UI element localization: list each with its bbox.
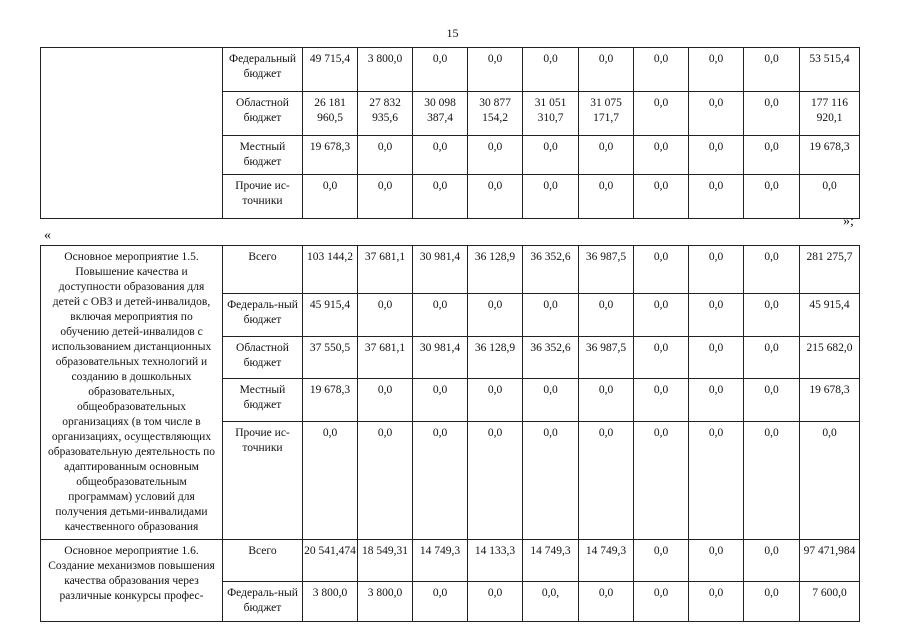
value-cell: 0,0 (358, 293, 413, 336)
value-cell: 0,0 (689, 293, 744, 336)
table-row (41, 48, 860, 92)
value-cell: 3 800,0 (303, 582, 358, 622)
value-cell: 14 749,3 (413, 540, 468, 582)
value-cell: 14 133,3 (468, 540, 523, 582)
value-cell: 19 678,3 (800, 136, 860, 175)
value-cell: 3 800,0 (358, 48, 413, 92)
value-cell: 0,0 (358, 379, 413, 422)
funding-source-cell: Прочие ис-точники (223, 421, 303, 539)
value-cell: 19 678,3 (800, 379, 860, 422)
value-cell: 7 600,0 (800, 582, 860, 622)
value-cell: 30 981,4 (413, 336, 468, 379)
value-cell: 0,0 (468, 175, 523, 219)
value-cell: 31 075 171,7 (579, 92, 634, 136)
value-cell: 0,0 (634, 582, 689, 622)
value-cell: 0,0 (689, 336, 744, 379)
value-cell: 0,0 (634, 246, 689, 294)
value-cell: 0,0 (744, 582, 800, 622)
value-cell: 36 352,6 (523, 246, 579, 294)
value-cell: 0,0 (468, 421, 523, 539)
value-cell: 0,0 (413, 379, 468, 422)
measure-description-cell: Основное мероприятие 1.6. Создание механизмов повышения качества образования через различные конкурсы профес- (41, 540, 223, 622)
value-cell: 0,0 (523, 175, 579, 219)
funding-source-cell: Местный бюджет (223, 379, 303, 422)
value-cell: 36 987,5 (579, 336, 634, 379)
value-cell: 0,0 (358, 175, 413, 219)
value-cell: 0,0 (579, 293, 634, 336)
value-cell: 0,0 (523, 421, 579, 539)
value-cell: 0,0 (358, 421, 413, 539)
value-cell: 0,0 (689, 379, 744, 422)
value-cell: 20 541,474 (303, 540, 358, 582)
value-cell: 0,0 (634, 540, 689, 582)
value-cell: 45 915,4 (303, 293, 358, 336)
value-cell: 0,0 (744, 293, 800, 336)
value-cell: 0,0 (689, 136, 744, 175)
opening-quote: « (44, 228, 51, 243)
value-cell: 0,0 (358, 136, 413, 175)
value-cell: 0,0 (744, 421, 800, 539)
value-cell: 0,0 (523, 48, 579, 92)
value-cell: 0,0 (744, 246, 800, 294)
value-cell: 0,0 (634, 92, 689, 136)
value-cell: 0,0 (468, 379, 523, 422)
measure-description-cell (41, 48, 223, 219)
value-cell: 281 275,7 (800, 246, 860, 294)
value-cell: 0,0 (579, 136, 634, 175)
value-cell: 0,0 (468, 293, 523, 336)
value-cell: 0,0 (413, 48, 468, 92)
value-cell: 36 128,9 (468, 246, 523, 294)
value-cell: 0,0 (689, 582, 744, 622)
value-cell: 27 832 935,6 (358, 92, 413, 136)
value-cell: 177 116 920,1 (800, 92, 860, 136)
value-cell: 14 749,3 (523, 540, 579, 582)
funding-source-cell: Всего (223, 540, 303, 582)
funding-source-cell: Областной бюджет (223, 336, 303, 379)
value-cell: 19 678,3 (303, 379, 358, 422)
value-cell: 36 987,5 (579, 246, 634, 294)
value-cell: 30 981,4 (413, 246, 468, 294)
value-cell: 0,0 (413, 175, 468, 219)
value-cell: 0,0 (634, 336, 689, 379)
budget-table-measures (40, 245, 860, 622)
funding-source-cell: Федераль-ный бюджет (223, 293, 303, 336)
value-cell: 0,0 (744, 336, 800, 379)
value-cell: 0,0, (523, 582, 579, 622)
value-cell: 0,0 (579, 379, 634, 422)
value-cell: 0,0 (634, 136, 689, 175)
value-cell: 0,0 (689, 92, 744, 136)
value-cell: 0,0 (468, 582, 523, 622)
value-cell: 0,0 (523, 379, 579, 422)
value-cell: 37 550,5 (303, 336, 358, 379)
value-cell: 19 678,3 (303, 136, 358, 175)
value-cell: 31 051 310,7 (523, 92, 579, 136)
value-cell: 0,0 (689, 175, 744, 219)
value-cell: 0,0 (634, 175, 689, 219)
value-cell: 3 800,0 (358, 582, 413, 622)
value-cell: 36 128,9 (468, 336, 523, 379)
value-cell: 0,0 (523, 136, 579, 175)
value-cell: 0,0 (468, 48, 523, 92)
value-cell: 0,0 (634, 48, 689, 92)
value-cell: 0,0 (303, 421, 358, 539)
value-cell: 0,0 (800, 175, 860, 219)
value-cell: 0,0 (744, 379, 800, 422)
value-cell: 0,0 (744, 48, 800, 92)
table-row (41, 540, 860, 582)
value-cell: 30 877 154,2 (468, 92, 523, 136)
value-cell: 0,0 (744, 92, 800, 136)
value-cell: 0,0 (579, 175, 634, 219)
value-cell: 103 144,2 (303, 246, 358, 294)
value-cell: 0,0 (579, 582, 634, 622)
value-cell: 0,0 (634, 379, 689, 422)
table-row (41, 246, 860, 294)
value-cell: 0,0 (744, 540, 800, 582)
value-cell: 0,0 (523, 293, 579, 336)
value-cell: 0,0 (413, 421, 468, 539)
value-cell: 0,0 (689, 421, 744, 539)
value-cell: 0,0 (689, 540, 744, 582)
value-cell: 0,0 (413, 136, 468, 175)
measure-description-cell: Основное мероприятие 1.5. Повышение качества и доступности образования для детей с ОВЗ и детей-инвалидов, включая мероприятия по обучению детей-инвалидов с использованием дистанционных образовательных технологий и созданию в дошкольных образовательных, общеобразовательных организациях (в том числе в организациях, осуществляющих образовательную деятельность по адаптированным основным общеобразовательным программам) условий для получения детьми-инвалидами качественного образования (41, 246, 223, 540)
value-cell: 49 715,4 (303, 48, 358, 92)
value-cell: 0,0 (689, 246, 744, 294)
value-cell: 45 915,4 (800, 293, 860, 336)
value-cell: 0,0 (579, 48, 634, 92)
value-cell: 37 681,1 (358, 246, 413, 294)
value-cell: 30 098 387,4 (413, 92, 468, 136)
budget-table-continuation (40, 47, 860, 219)
value-cell: 0,0 (744, 136, 800, 175)
value-cell: 53 515,4 (800, 48, 860, 92)
value-cell: 215 682,0 (800, 336, 860, 379)
value-cell: 0,0 (413, 582, 468, 622)
value-cell: 14 749,3 (579, 540, 634, 582)
value-cell: 0,0 (634, 293, 689, 336)
value-cell: 0,0 (800, 421, 860, 539)
value-cell: 0,0 (303, 175, 358, 219)
value-cell: 97 471,984 (800, 540, 860, 582)
value-cell: 0,0 (634, 421, 689, 539)
funding-source-cell: Федеральный бюджет (223, 48, 303, 92)
funding-source-cell: Местный бюджет (223, 136, 303, 175)
value-cell: 0,0 (413, 293, 468, 336)
value-cell: 18 549,31 (358, 540, 413, 582)
page-number: 15 (446, 26, 459, 40)
value-cell: 0,0 (744, 175, 800, 219)
funding-source-cell: Всего (223, 246, 303, 294)
funding-source-cell: Федераль-ный бюджет (223, 582, 303, 622)
value-cell: 36 352,6 (523, 336, 579, 379)
value-cell: 0,0 (579, 421, 634, 539)
value-cell: 37 681,1 (358, 336, 413, 379)
value-cell: 26 181 960,5 (303, 92, 358, 136)
closing-quote: »; (843, 214, 854, 229)
value-cell: 0,0 (468, 136, 523, 175)
value-cell: 0,0 (689, 48, 744, 92)
funding-source-cell: Областной бюджет (223, 92, 303, 136)
funding-source-cell: Прочие ис-точники (223, 175, 303, 219)
